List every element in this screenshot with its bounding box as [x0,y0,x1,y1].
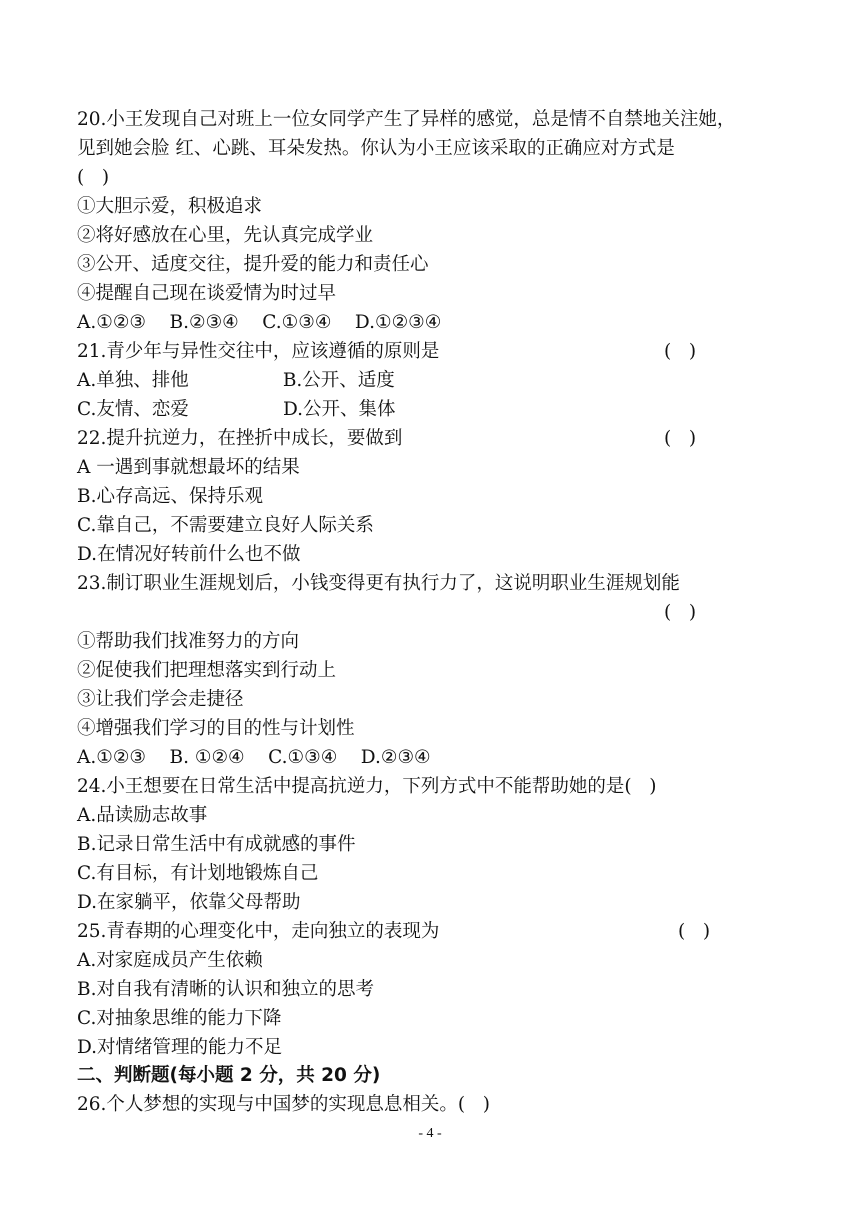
q25-option-d: D.对情绪管理的能力不足 [77,1037,283,1058]
q22-option-c: C.靠自己，不需要建立良好人际关系 [77,515,374,536]
q24-option-b: B.记录日常生活中有成就感的事件 [77,834,356,855]
q23-stem: 23.制订职业生涯规划后，小钱变得更有执行力了，这说明职业生涯规划能 [77,573,680,594]
q21-stem: 21.青少年与异性交往中，应该遵循的原则是 [77,341,440,362]
q22-option-a: A 一遇到事就想最坏的结果 [77,457,300,478]
q25-stem: 25.青春期的心理变化中，走向独立的表现为 [77,921,440,942]
q24-stem: 24.小王想要在日常生活中提高抗逆力，下列方式中不能帮助她的是( ) [77,776,657,797]
q23-item-1: ①帮助我们找准努力的方向 [77,631,300,652]
q24-option-d: D.在家躺平，依靠父母帮助 [77,892,301,913]
q22-option-b: B.心存高远、保持乐观 [77,486,263,507]
q20-item-4: ④提醒自己现在谈爱情为时过早 [77,283,337,304]
q20-item-2: ②将好感放在心里，先认真完成学业 [77,225,374,246]
q25-answer-paren: ( ) [678,921,711,942]
q20-item-1: ①大胆示爱，积极追求 [77,196,263,217]
q25-option-b: B.对自我有清晰的认识和独立的思考 [77,979,374,1000]
q23-item-3: ③让我们学会走捷径 [77,689,244,710]
q25-option-a: A.对家庭成员产生依赖 [77,950,263,971]
section2-heading: 二、判断题(每小题 2 分，共 20 分) [77,1065,381,1086]
q20-item-3: ③公开、适度交往，提升爱的能力和责任心 [77,254,429,275]
q22-answer-paren: ( ) [664,428,697,449]
q26-stem: 26.个人梦想的实现与中国梦的实现息息相关。( ) [77,1094,490,1115]
q24-option-c: C.有目标，有计划地锻炼自己 [77,863,319,884]
q21-options-row2: C.友情、恋爱 D.公开、集体 [77,399,396,420]
q23-answer-paren: ( ) [664,602,697,623]
q20-answer-paren: ( ) [77,167,110,188]
q23-item-2: ②促使我们把理想落实到行动上 [77,660,337,681]
page-number: - 4 - [418,1126,442,1141]
q20-options: A.①②③ B.②③④ C.①③④ D.①②③④ [77,312,442,333]
q20-stem-line2: 见到她会脸 红、心跳、耳朵发热。你认为小王应该采取的正确应对方式是 [77,138,675,159]
q20-stem-line1: 20.小王发现自己对班上一位女同学产生了异样的感觉，总是情不自禁地关注她， [77,109,736,130]
q23-options: A.①②③ B. ①②④ C.①③④ D.②③④ [77,747,431,768]
q22-stem: 22.提升抗逆力，在挫折中成长，要做到 [77,428,403,449]
q25-option-c: C.对抽象思维的能力下降 [77,1008,282,1029]
q24-option-a: A.品读励志故事 [77,805,208,826]
q23-item-4: ④增强我们学习的目的性与计划性 [77,718,355,739]
q21-options-row1: A.单独、排他 B.公开、适度 [77,370,395,391]
q22-option-d: D.在情况好转前什么也不做 [77,544,301,565]
q21-answer-paren: ( ) [664,341,697,362]
